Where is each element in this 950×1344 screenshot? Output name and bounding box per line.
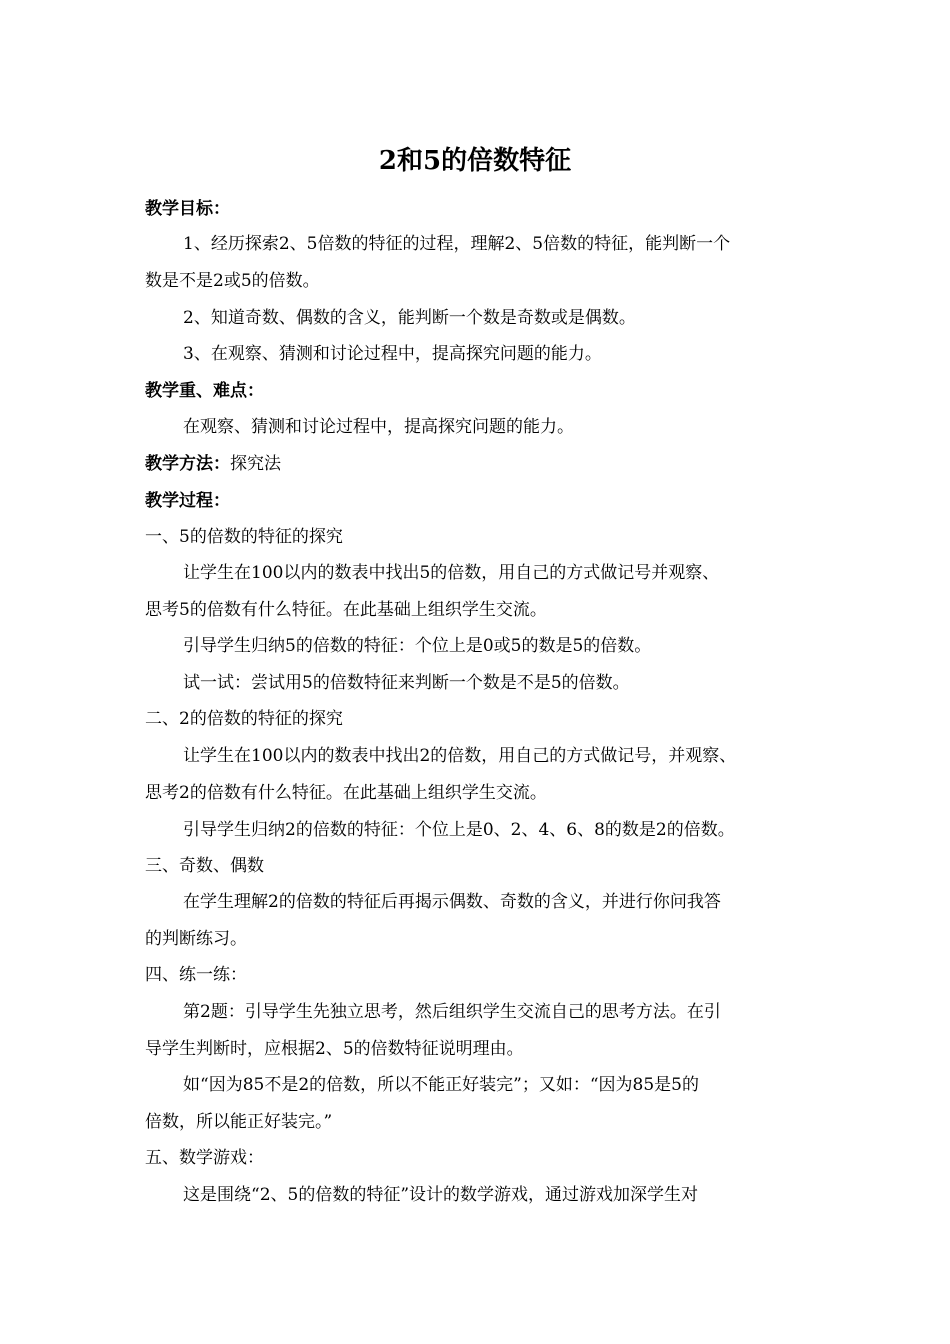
teaching-method-label: 教学方法： (145, 454, 230, 474)
key-points-text: 在观察、猜测和讨论过程中，提高探究问题的能力。 (183, 417, 574, 437)
section-1-para-2: 引导学生归纳5的倍数的特征：个位上是0或5的数是5的倍数。 (183, 636, 652, 656)
section-3-para-1-cont: 的判断练习。 (145, 929, 247, 949)
section-4-para-2-cont: 倍数，所以能正好装完。” (145, 1112, 333, 1132)
section-4-heading: 四、练一练： (145, 965, 247, 985)
section-3-para-1: 在学生理解2的倍数的特征后再揭示偶数、奇数的含义，并进行你问我答 (183, 892, 721, 912)
section-2-para-1: 让学生在100以内的数表中找出2的倍数，用自己的方式做记号，并观察、 (183, 746, 737, 766)
goal-2: 2、知道奇数、偶数的含义，能判断一个数是奇数或是偶数。 (183, 308, 636, 328)
heading-teaching-process: 教学过程： (145, 491, 230, 511)
section-1-heading: 一、5的倍数的特征的探究 (145, 527, 343, 547)
goal-3: 3、在观察、猜测和讨论过程中，提高探究问题的能力。 (183, 344, 602, 364)
section-1-para-1: 让学生在100以内的数表中找出5的倍数，用自己的方式做记号并观察、 (183, 563, 720, 583)
section-4-para-1: 第2题：引导学生先独立思考，然后组织学生交流自己的思考方法。在引 (183, 1002, 721, 1022)
section-4-para-1-cont: 导学生判断时，应根据2、5的倍数特征说明理由。 (145, 1039, 524, 1059)
section-2-heading: 二、2的倍数的特征的探究 (145, 709, 343, 729)
section-4-para-2: 如“因为85不是2的倍数，所以不能正好装完”；又如：“因为85是5的 (183, 1075, 699, 1095)
section-1-para-3: 试一试：尝试用5的倍数特征来判断一个数是不是5的倍数。 (183, 673, 630, 693)
heading-teaching-goals: 教学目标： (145, 199, 230, 219)
heading-key-points: 教学重、难点： (145, 381, 264, 401)
section-5-heading: 五、数学游戏： (145, 1148, 264, 1168)
section-3-heading: 三、奇数、偶数 (145, 856, 264, 876)
teaching-method (145, 451, 281, 477)
document-title: 2和5的倍数特征 (378, 146, 572, 176)
section-5-para-1: 这是围绕“2、5的倍数的特征”设计的数学游戏，通过游戏加深学生对 (183, 1185, 699, 1205)
section-1-para-1-cont: 思考5的倍数有什么特征。在此基础上组织学生交流。 (145, 600, 547, 620)
goal-1-cont: 数是不是2或5的倍数。 (145, 271, 320, 291)
section-2-para-2: 引导学生归纳2的倍数的特征：个位上是0、2、4、6、8的数是2的倍数。 (183, 820, 735, 840)
section-2-para-1-cont: 思考2的倍数有什么特征。在此基础上组织学生交流。 (145, 783, 547, 803)
teaching-method-value: 探究法 (230, 454, 281, 474)
goal-1: 1、经历探索2、5倍数的特征的过程，理解2、5倍数的特征，能判断一个 (183, 234, 731, 254)
